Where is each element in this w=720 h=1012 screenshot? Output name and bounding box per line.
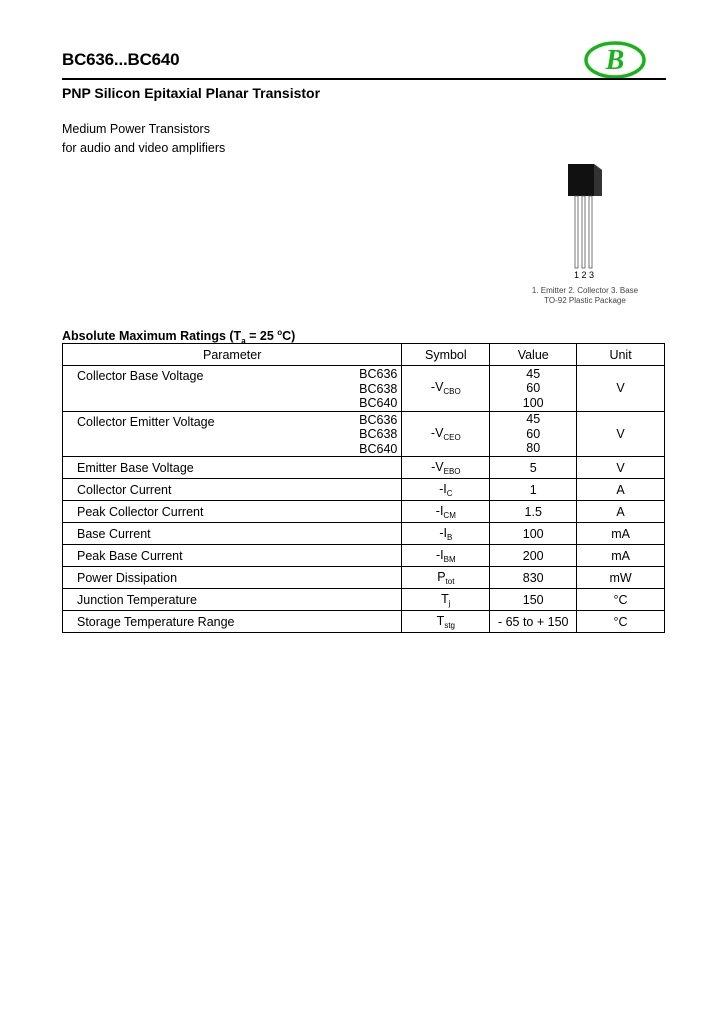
parameter-cell: Peak Base Current xyxy=(63,545,402,567)
subtitle: PNP Silicon Epitaxial Planar Transistor xyxy=(62,85,321,101)
parameter-cell: Storage Temperature Range xyxy=(63,611,402,633)
value-cell: 150 xyxy=(490,589,577,611)
parameter-cell: Collector Current xyxy=(63,479,402,501)
unit-cell: V xyxy=(577,411,665,457)
unit-cell: V xyxy=(577,457,665,479)
parameter-cell: Emitter Base Voltage xyxy=(63,457,402,479)
value-cell: 1 xyxy=(490,479,577,501)
unit-cell: °C xyxy=(577,611,665,633)
unit-cell: mA xyxy=(577,545,665,567)
company-logo xyxy=(584,41,646,79)
table-row xyxy=(63,479,665,501)
table-row xyxy=(63,523,665,545)
value-cell: 45 60 80 xyxy=(490,411,577,457)
column-header-symbol: Symbol xyxy=(402,344,490,366)
variant-label: BC638 xyxy=(359,427,398,441)
column-header-value: Value xyxy=(490,344,577,366)
column-header-parameter: Parameter xyxy=(63,344,402,366)
parameter-cell: Base Current xyxy=(63,523,402,545)
variant-label: BC640 xyxy=(359,441,398,456)
unit-cell: V xyxy=(577,366,665,412)
unit-cell: °C xyxy=(577,589,665,611)
parameter-cell: Junction Temperature xyxy=(63,589,402,611)
value-cell: 5 xyxy=(490,457,577,479)
variant-label: BC636 xyxy=(359,412,398,427)
package-type-caption: TO-92 Plastic Package xyxy=(544,296,626,305)
description-line-1: Medium Power Transistors xyxy=(62,122,210,136)
table-row xyxy=(63,457,665,479)
table-header-row xyxy=(63,344,665,366)
unit-cell: A xyxy=(577,501,665,523)
page-title: BC636...BC640 xyxy=(62,50,180,69)
ratings-section-title: Absolute Maximum Ratings ($T_a = 25$ $^o$C) xyxy=(62,328,296,346)
value-cell: 200 xyxy=(490,545,577,567)
value-cell: 45 60 100 xyxy=(490,366,577,412)
to92-package-drawing xyxy=(560,160,610,280)
table-row xyxy=(63,411,665,457)
table-row xyxy=(63,611,665,633)
variant-label: BC636 xyxy=(359,367,398,381)
symbol-cell: $P_{tot}$ xyxy=(402,567,490,589)
value-cell: 830 xyxy=(490,567,577,589)
parameter-cell: Collector Emitter Voltage BC636 BC638 BC640 xyxy=(63,411,402,457)
symbol-cell: $-I_{CM}$ xyxy=(402,501,490,523)
package-pinout-caption: 1. Emitter 2. Collector 3. Base xyxy=(531,286,639,295)
unit-cell: mW xyxy=(577,567,665,589)
table-row xyxy=(63,589,665,611)
variant-label: BC638 xyxy=(359,381,398,396)
unit-cell: mA xyxy=(577,523,665,545)
parameter-cell: Collector Base Voltage BC636 BC638 BC640 xyxy=(63,366,402,412)
table-row xyxy=(63,545,665,567)
table-row xyxy=(63,567,665,589)
pin-labels: 1 2 3 xyxy=(573,270,595,280)
description-line-2: for audio and video amplifiers xyxy=(62,141,226,155)
table-row xyxy=(63,501,665,523)
variant-label: BC640 xyxy=(359,396,398,410)
value-cell: 100 xyxy=(490,523,577,545)
unit-cell: A xyxy=(577,479,665,501)
header-divider xyxy=(62,78,666,80)
symbol-cell: $-V_{CBO}$ xyxy=(402,366,490,412)
symbol-cell: $T_{stg}$ xyxy=(402,611,490,633)
parameter-cell: Power Dissipation xyxy=(63,567,402,589)
logo-letter: B xyxy=(605,45,625,76)
value-cell: - 65 to + 150 xyxy=(490,611,577,633)
symbol-cell: $-I_B$ xyxy=(402,523,490,545)
symbol-cell: $-I_C$ xyxy=(402,479,490,501)
symbol-cell: $T_j$ xyxy=(402,589,490,611)
symbol-cell: $-V_{EBO}$ xyxy=(402,457,490,479)
table-row xyxy=(63,366,665,412)
parameter-cell: Peak Collector Current xyxy=(63,501,402,523)
value-cell: 1.5 xyxy=(490,501,577,523)
absolute-maximum-ratings-table xyxy=(62,343,665,633)
column-header-unit: Unit xyxy=(577,344,665,366)
symbol-cell: $-I_{BM}$ xyxy=(402,545,490,567)
symbol-cell: $-V_{CEO}$ xyxy=(402,411,490,457)
